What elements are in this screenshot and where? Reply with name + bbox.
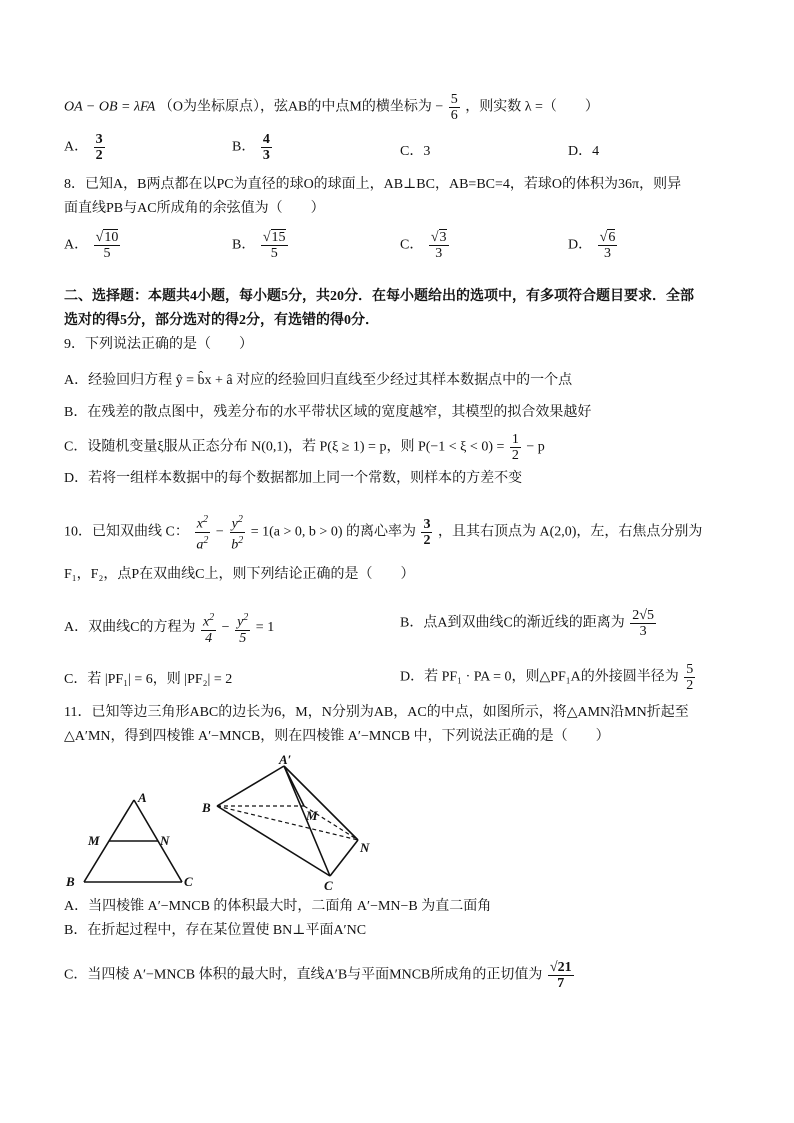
q11-stem-line2: △A′MN，得到四棱锥 A′−MNCB，则在四棱锥 A′−MNCB 中，下列说法正确的是（ ） [64, 729, 610, 744]
q10-option-a[interactable]: A．双曲线C的方程为 $\frac{x^2}{4}$ − $\frac{y^2}{5}$ = 1 [64, 612, 275, 646]
q9-option-a[interactable]: A．经验回归方程 ŷ = b̂x + â 对应的经验回归直线至少经过其样本数据点中的一个点 [64, 373, 573, 388]
q9-option-b[interactable]: B．在残差的散点图中，残差分布的水平带状区域的宽度越窄，其模型的拟合效果越好 [64, 405, 592, 420]
section2-heading-line1: 二、选择题：本题共4小题，每小题5分，共20分．在每小题给出的选项中，有多项符合题目要求．全部 [64, 289, 694, 304]
q10-stem-line2: F₁，F₂，点P在双曲线C上，则下列结论正确的是（ ） [64, 567, 415, 582]
label-B: B [66, 874, 75, 889]
q10-option-d[interactable]: D．若 PF₁ · PA = 0，则△PF₁A的外接圆半径为 $\frac{5}{2}$ [400, 662, 694, 693]
q7-option-b[interactable]: B． $\frac{4}{3}$ [232, 132, 270, 163]
q10-option-c[interactable]: C．若 |PF₁| = 6，则 |PF₂| = 2 [64, 672, 233, 687]
q11-option-b[interactable]: B．在折起过程中，存在某位置使 BN⊥平面A′NC [64, 923, 367, 938]
q9-option-c[interactable]: C．设随机变量ξ服从正态分布 N(0,1)，若 P(ξ ≥ 1) = p，则 P(−1 < ξ < 0) = $\frac{1}{2}$ − p [64, 432, 545, 463]
q8-stem-line1: 8．已知A，B两点都在以PC为直径的球O的球面上，AB⊥BC，AB=BC=4，若球O的体积为36π，则异 [64, 177, 682, 192]
q8-option-b[interactable]: B． $\frac{√15}{5}$ [232, 230, 286, 261]
q7-condition: （O为坐标原点），弦AB的中点M的横坐标为 − [158, 99, 444, 115]
q7-option-d[interactable]: D．4 [568, 144, 600, 159]
folded-pyramid-figure [201, 752, 370, 892]
q11-option-a[interactable]: A．当四棱锥 A′−MNCB 的体积最大时，二面角 A′−MN−B 为直二面角 [64, 899, 492, 914]
q7-option-c[interactable]: C．3 [400, 144, 431, 159]
q7-m-fraction: $\frac{5}{6}$ [450, 92, 458, 123]
q8-option-c[interactable]: C． $\frac{√3}{3}$ [400, 230, 447, 261]
label-A-prime: A′ [279, 752, 292, 767]
q11-stem-line1: 11．已知等边三角形ABC的边长为6，M，N分别为AB，AC的中点，如图所示，将△AMN沿MN折起至 [64, 705, 689, 720]
flat-triangle-figure [65, 790, 193, 889]
label-M-pyramid: M [306, 808, 318, 823]
q8-stem-line2: 面直线PB与AC所成角的余弦值为（ ） [64, 201, 325, 216]
label-N-pyramid: N [360, 840, 370, 855]
q7-tail: ，则实数 λ =（ ） [465, 99, 599, 115]
q11-figure [62, 752, 392, 892]
label-C-pyramid: C [324, 878, 333, 892]
label-B-pyramid: B [202, 800, 211, 815]
q9-stem: 9．下列说法正确的是（ ） [64, 337, 253, 352]
q8-option-a[interactable]: A． $\frac{√10}{5}$ [64, 230, 119, 261]
q7-option-a[interactable]: A． $\frac{3}{2}$ [64, 132, 103, 163]
label-M: M [88, 833, 100, 848]
q11-option-c[interactable]: C．当四棱 A′−MNCB 体积的最大时，直线A′B与平面MNCB所成角的正切值为 $\frac{√21}{7}$ [64, 960, 572, 991]
section2-heading-line2: 选对的得5分，部分选对的得2分，有选错的得0分． [64, 313, 379, 328]
q10-option-b[interactable]: B．点A到双曲线C的渐近线的距离为 $\frac{2√5}{3}$ [400, 608, 654, 639]
q7-vector-equation: OA − OB = λFA [64, 99, 156, 115]
q10-stem-line1: 10．已知双曲线 C： $\frac{x^2}{a^2}$ − $\frac{y^2}{b^2}$ = 1(a > 0, b > 0) 的离心率为 $\frac{3}{2}$ ，且其右顶点为 A(2,0)，左，右焦点分别为 [64, 514, 703, 553]
q8-option-d[interactable]: D． $\frac{√6}{3}$ [568, 230, 616, 261]
label-N: N [160, 833, 170, 848]
label-A: A [138, 790, 147, 805]
q9-option-d[interactable]: D．若将一组样本数据中的每个数据都加上同一个常数，则样本的方差不变 [64, 471, 523, 486]
label-C: C [184, 874, 193, 889]
q7-condition-line [64, 92, 599, 123]
